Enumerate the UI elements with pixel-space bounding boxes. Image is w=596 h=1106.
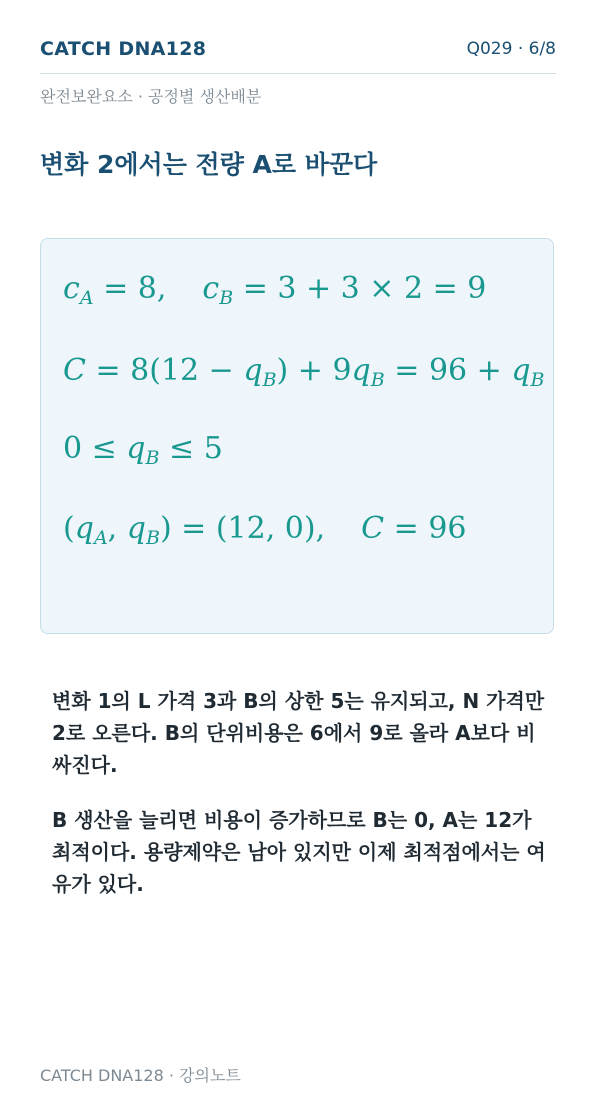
paragraph-1: 변화 1의 L 가격 3과 B의 상한 5는 유지되고, N 가격만 2로 오른다. B의 단위비용은 6에서 9로 올라 A보다 비싸진다. [52,689,545,777]
paragraph-2: B 생산을 늘리면 비용이 증가하므로 B는 0, A는 12가 최적이다. 용량제약은 남아 있지만 이제 최적점에서는 여유가 있다. [52,808,546,896]
breadcrumb: 완전보완요소 · 공정별 생산배분 [40,87,262,106]
equation-4: ($q_A$, $q_B) = (12$, 0), C = 96 [63,511,467,549]
page-indicator: Q029 · 6/8 [466,39,556,59]
equation-2: $C = 8(12 - q_B) + 9q_B = 96 + q_B$ [63,353,545,391]
header [40,36,556,74]
equation-box [40,238,554,634]
equation-3: $0 \le q_B \le 5$ [63,431,223,469]
page-title: 변화 2에서는 전량 A로 바꾼다 [40,150,378,179]
equation-1: $c_A = 8$, $c_B = 3 + 3 \times 2 = 9$ [63,271,487,309]
brand-title: CATCH DNA128 [40,38,207,60]
footer: CATCH DNA128 · 강의노트 [40,1066,241,1085]
